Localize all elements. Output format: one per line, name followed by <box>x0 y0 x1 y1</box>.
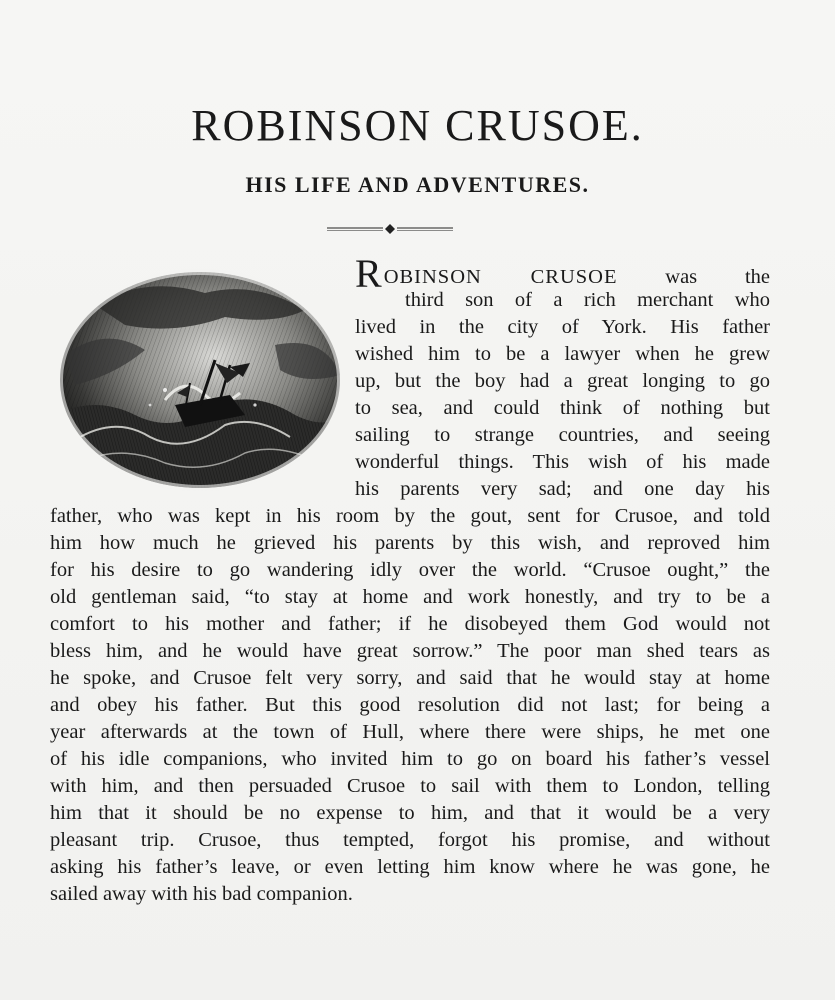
opening-name: OBINSON CRUSOE <box>383 266 618 288</box>
text-line: lived in the city of York. His father <box>355 316 770 338</box>
text-line: of his idle companions, who invited him to go on board his father’s vessel <box>50 748 770 770</box>
text-line: father, who was kept in his room by the gout, sent for Crusoe, and told <box>50 505 770 527</box>
text-line: for his desire to go wandering idly over the world. “Crusoe ought,” the <box>50 559 770 581</box>
opening-rest: was the <box>665 266 770 288</box>
text-line: and obey his father. But this good resolution did not last; for being a <box>50 694 770 716</box>
text-line: to sea, and could think of nothing but <box>355 397 770 419</box>
text-line: comfort to his mother and father; if he disobeyed them God would not <box>50 613 770 635</box>
text-line-last: sailed away with his bad companion. <box>50 883 353 905</box>
text-line: him how much he grieved his parents by this wish, and reproved him <box>50 532 770 554</box>
text-line: year afterwards at the town of Hull, where there were ships, he met one <box>50 721 770 743</box>
text-line: him that it should be no expense to him, and that it would be a very <box>50 802 770 824</box>
text-line: bless him, and he would have great sorrow.” The poor man shed tears as <box>50 640 770 662</box>
text-line: he spoke, and Crusoe felt very sorry, and said that he would stay at home <box>50 667 770 689</box>
text-line: his parents very sad; and one day his <box>355 478 770 500</box>
divider-ornament-icon <box>325 222 455 236</box>
page-subtitle: HIS LIFE AND ADVENTURES. <box>245 172 590 197</box>
text-line: pleasant trip. Crusoe, thus tempted, forgot his promise, and without <box>50 829 770 851</box>
text-line: wished him to be a lawyer when he grew <box>355 343 770 365</box>
text-line: up, but the boy had a great longing to go <box>355 370 770 392</box>
story-text <box>50 251 770 908</box>
page-title: ROBINSON CRUSOE. <box>191 101 644 150</box>
text-line: sailing to strange countries, and seeing <box>355 424 770 446</box>
text-line: asking his father’s leave, or even letting him know where he was gone, he <box>50 856 770 878</box>
text-line: with him, and then persuaded Crusoe to sail with them to London, telling <box>50 775 770 797</box>
text-line: old gentleman said, “to stay at home and work honestly, and try to be a <box>50 586 770 608</box>
text-line: third son of a rich merchant who <box>405 289 770 311</box>
text-line: wonderful things. This wish of his made <box>355 451 770 473</box>
drop-cap: R <box>355 251 382 296</box>
text-line-first <box>355 251 770 296</box>
